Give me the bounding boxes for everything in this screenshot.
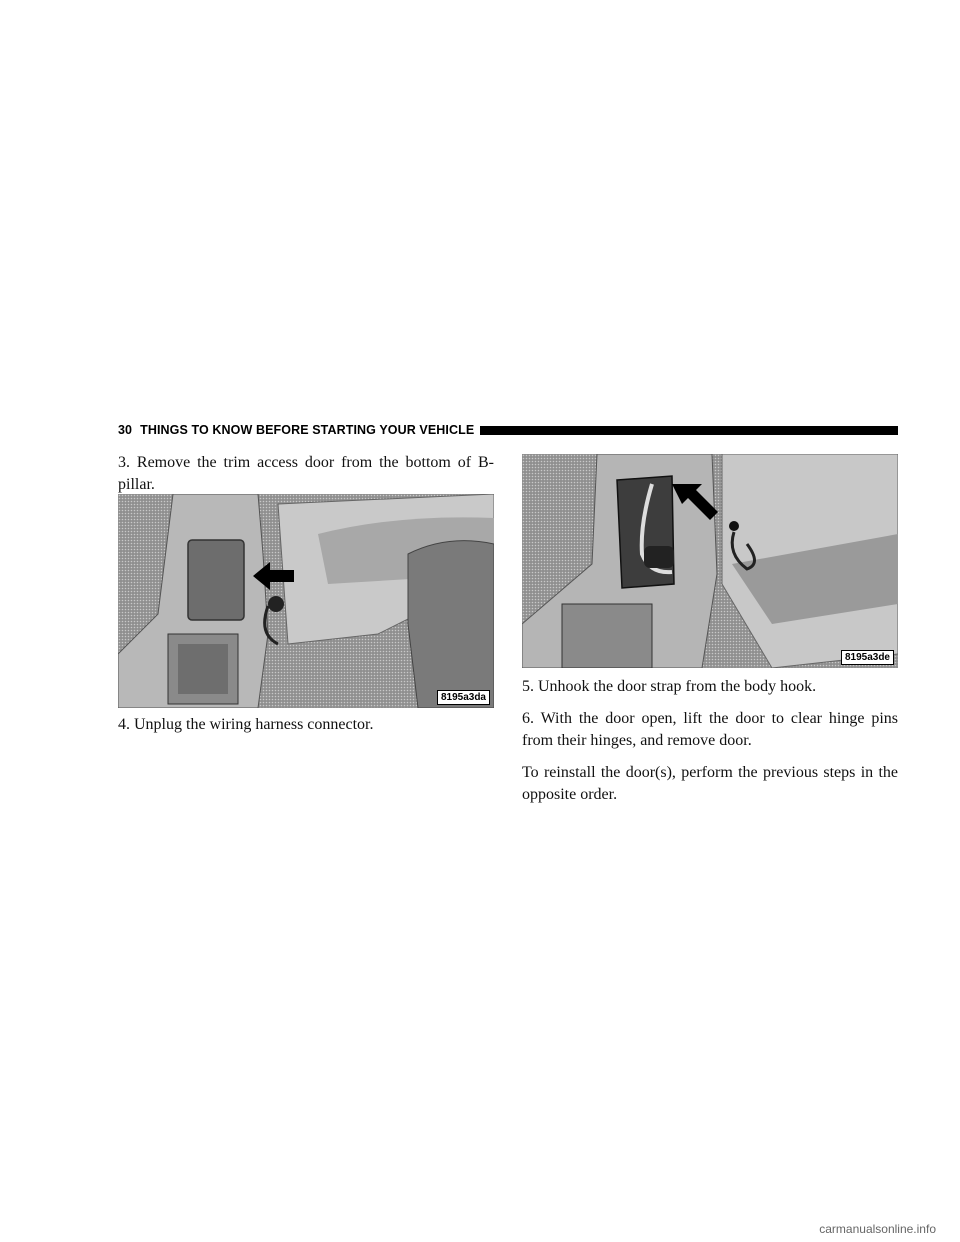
step-4-text: 4. Unplug the wiring harness connector.	[118, 716, 374, 733]
reinstall-text: To reinstall the door(s), perform the previous steps in the opposite order.	[522, 764, 898, 803]
wiring-harness-photo	[522, 454, 898, 668]
header-rule	[480, 426, 898, 435]
page-header	[118, 422, 898, 438]
figure-2-code: 8195a3de	[841, 650, 894, 665]
step-3-text: 3. Remove the trim access door from the bottom of B-pillar.	[118, 454, 494, 493]
footer-watermark: carmanualsonline.info	[819, 1222, 936, 1236]
trim-access-door-photo	[118, 494, 494, 708]
figure-1-code: 8195a3da	[437, 690, 490, 705]
section-title: THINGS TO KNOW BEFORE STARTING YOUR VEHICLE	[140, 423, 475, 437]
step-5-text: 5. Unhook the door strap from the body hook.	[522, 678, 817, 695]
step-6-text: 6. With the door open, lift the door to clear hinge pins from their hinges, and remove door.	[522, 710, 898, 749]
page-number: 30	[118, 423, 133, 437]
